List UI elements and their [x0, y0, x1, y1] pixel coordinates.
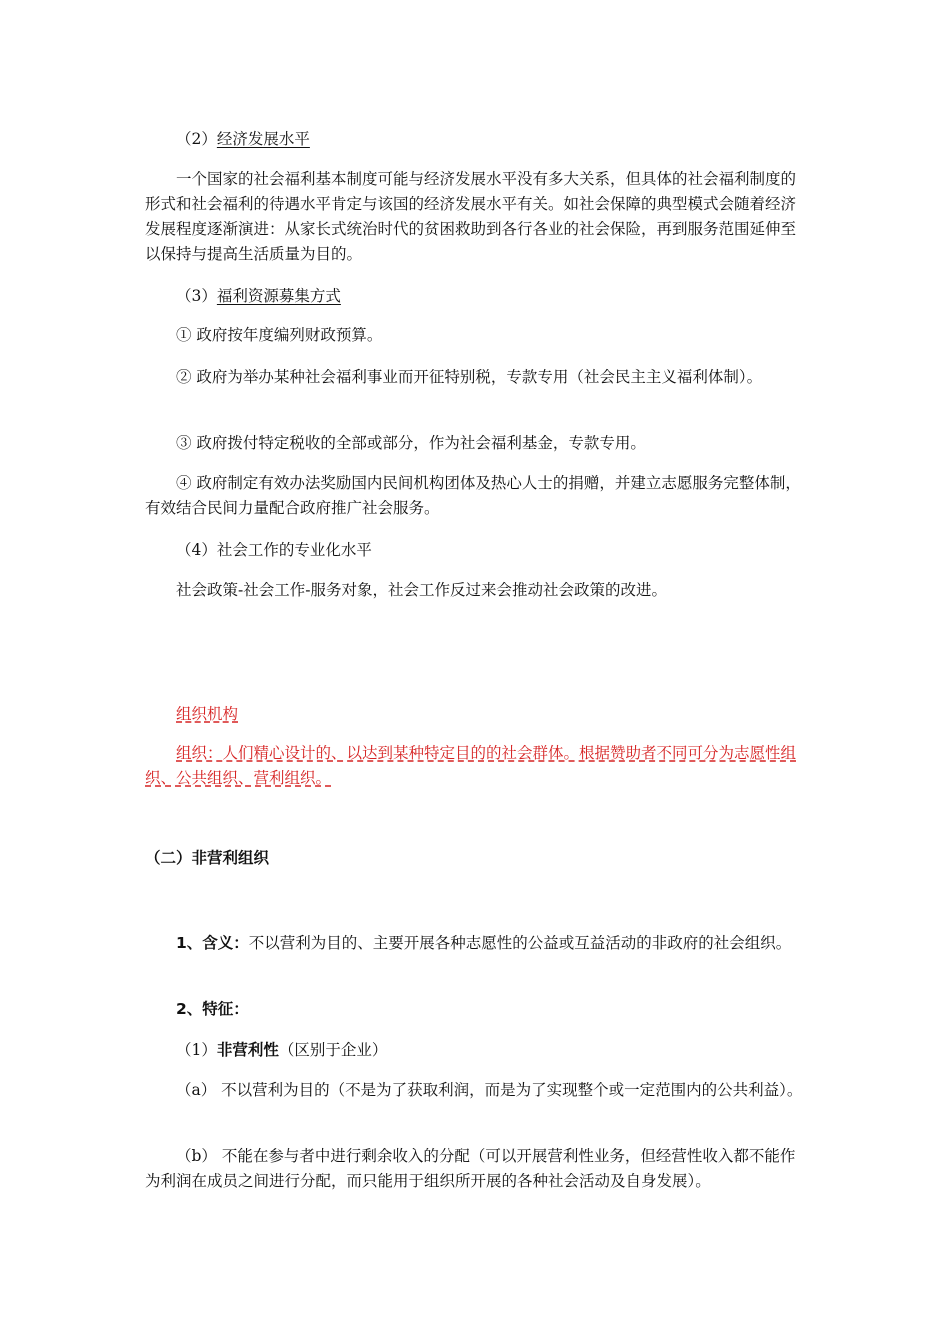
feature-1-note: （区别于企业）	[278, 1041, 388, 1059]
section-2-paragraph: 一个国家的社会福利基本制度可能与经济发展水平没有多大关系，但具体的社会福利制度的形式和社会福利的待遇水平肯定与该国的经济发展水平有关。如社会保障的典型模式会随着经济发展程度逐渐演进：从家长式统治时代的贫困救助到各行各业的社会保险，再到服务范围延伸至以保持与提高生活质量为目的。	[145, 170, 797, 263]
feature-1-heading	[145, 1038, 810, 1063]
section-2-number: （2）	[176, 130, 217, 148]
section-4-heading: （4）社会工作的专业化水平	[176, 541, 372, 559]
tracked-change-title	[145, 702, 810, 727]
section-3-number: （3）	[176, 287, 217, 305]
feature-1a-paragraph: （a） 不以营利为目的（不是为了获取利润，而是为了实现整个或一定范围内的公共利益）。	[176, 1081, 803, 1099]
section-2-title: 经济发展水平	[216, 130, 310, 148]
tracked-change-paragraph	[145, 741, 810, 791]
section-3-title: 福利资源募集方式	[216, 287, 341, 305]
feature-1b-paragraph: （b） 不能在参与者中进行剩余收入的分配（可以开展营利性业务，但经营性收入都不能作为利润在成员之间进行分配，而只能用于组织所开展的各种社会活动及自身发展）。	[145, 1147, 796, 1190]
list-item: ② 政府为举办某种社会福利事业而开征特别税，专款专用（社会民主主义福利体制）。	[176, 368, 763, 386]
feature-1-number: （1）	[176, 1041, 217, 1059]
list-item: ④ 政府制定有效办法奖励国内民间机构团体及热心人士的捐赠，并建立志愿服务完整体制，有效结合民间力量配合政府推广社会服务。	[145, 474, 801, 517]
definition-text: 不以营利为目的、主要开展各种志愿性的公益或互益活动的非政府的社会组织。	[248, 934, 792, 952]
section-2-heading	[145, 127, 810, 152]
feature-1-title: 非营利性	[216, 1041, 279, 1059]
definition-paragraph	[145, 931, 810, 956]
section-4-paragraph: 社会政策-社会工作-服务对象，社会工作反过来会推动社会政策的改进。	[176, 581, 667, 599]
definition-label: 1、含义：	[176, 934, 249, 952]
tracked-change-title-text: 组织机构	[176, 705, 239, 723]
section-3-heading	[145, 284, 810, 309]
list-item: ③ 政府拨付特定税收的全部或部分，作为社会福利基金，专款专用。	[176, 434, 646, 452]
features-label: 2、特征：	[176, 1000, 249, 1018]
list-item: ① 政府按年度编列财政预算。	[176, 326, 383, 344]
npo-heading: （二）非营利组织	[145, 849, 270, 867]
tracked-change-paragraph-text: 组织：人们精心设计的、以达到某种特定目的的社会群体。根据赞助者不同可分为志愿性组织、公共组织、营利组织。	[145, 744, 797, 787]
